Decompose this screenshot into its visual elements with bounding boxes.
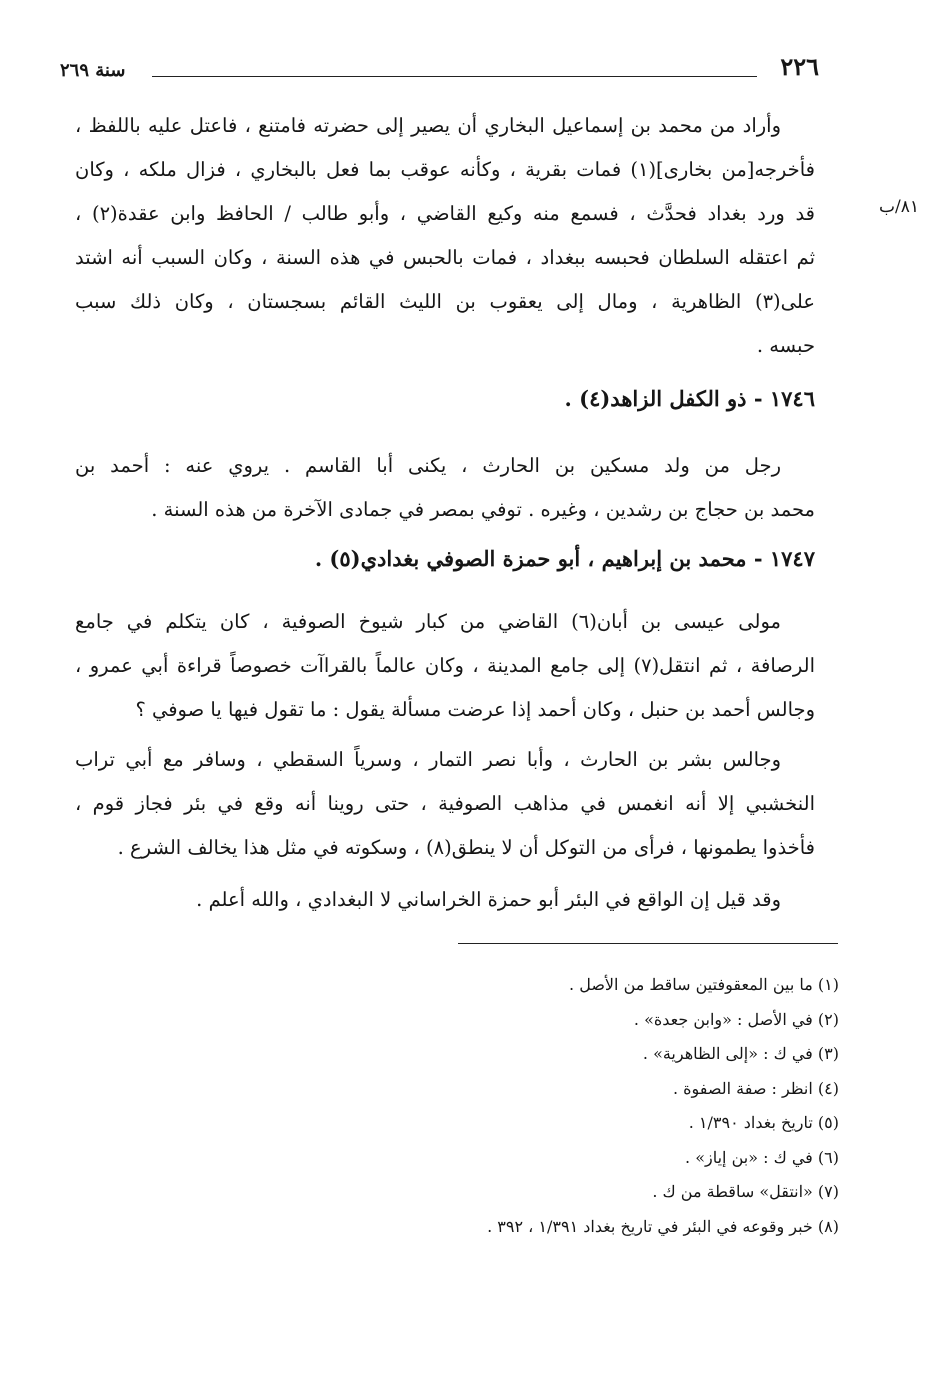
entry-heading-1747: ١٧٤٧ - محمد بن إبراهيم ، أبو حمزة الصوفي بغدادي(٥) .: [314, 546, 815, 571]
footnote-4: (٤) انظر : صفة الصفوة .: [672, 1078, 839, 1098]
text-line: محمد بن حجاج بن رشدين ، وغيره . توفي بمصر في جمادى الآخرة من هذه السنة .: [151, 498, 815, 521]
text-line: وأراد من محمد بن إسماعيل البخاري أن يصير إلى حضرته فامتنع ، فاعتل عليه باللفظ ،: [75, 114, 781, 137]
footnote-8: (٨) خبر وقوعه في البئر في تاريخ بغداد ١/٣٩١ ، ٣٩٢ .: [487, 1216, 839, 1236]
text-line: وقد قيل إن الواقع في البئر أبو حمزة الخراساني لا البغدادي ، والله أعلم .: [196, 888, 781, 911]
footnote-7: (٧) «انتقل» ساقطة من ك .: [652, 1182, 839, 1201]
footnote-1: (١) ما بين المعقوفتين ساقط من الأصل .: [569, 975, 839, 994]
text-line: وجالس بشر بن الحارث ، وأبا نصر التمار ، وسرياً السقطي ، وسافر مع أبي تراب: [75, 748, 781, 771]
text-line: النخشبي إلا أنه انغمس في مذاهب الصوفية ، حتى روينا أنه وقع في بئر فجاز قوم ،: [75, 792, 815, 815]
text-line: مولى عيسى بن أبان(٦) القاضي من كبار شيوخ الصوفية ، كان يتكلم في جامع: [75, 610, 781, 633]
page-number: ٢٢٦: [780, 52, 819, 81]
entry-1747-para-a: [75, 600, 815, 732]
footnote-2: (٢) في الأصل : «وابن جعدة» .: [633, 1009, 839, 1029]
text-line: حبسه .: [756, 334, 815, 357]
footnotes: [199, 968, 839, 1244]
text-line: على(٣) الظاهرية ، ومال إلى يعقوب بن الليث القائم بسجستان ، وكان ذلك سبب: [75, 290, 815, 313]
footnote-6: (٦) في ك : «بن إياز» .: [685, 1147, 839, 1167]
text-line: قد ورد بغداد فحدَّث ، فسمع منه وكيع القاضي ، وأبو طالب / الحافظ وابن عقدة(٢) ،: [75, 202, 815, 225]
running-head: سنة ٢٦٩: [60, 60, 126, 81]
entry-1747-para-c: [75, 878, 815, 922]
page-header: [60, 52, 825, 92]
entry-1746-text: [75, 444, 815, 532]
text-line: فأخذوا يطمونها ، فرأى من التوكل أن لا ينطق(٨) ، وسكوته في مثل هذا يخالف الشرع .: [117, 836, 815, 859]
text-line: الرصافة ، ثم انتقل(٧) إلى جامع المدينة ، وكان عالماً بالقراآت خصوصاً قراءة أبي عمرو ،: [75, 654, 815, 677]
text-line: رجل من ولد مسكين بن الحارث ، يكنى أبا القاسم . يروي عنه : أحمد بن: [75, 454, 781, 477]
footnote-5: (٥) تاريخ بغداد ١/٣٩٠ .: [688, 1113, 839, 1132]
footnote-3: (٣) في ك : «إلى الظاهرية» .: [642, 1044, 839, 1063]
paragraph-1: [75, 104, 815, 368]
footnote-rule: [458, 943, 838, 944]
margin-folio-note: ٨١/ب: [879, 197, 919, 217]
text-line: فأخرجه[من بخارى](١) فمات بقرية ، وكأنه عوقب بما فعل بالبخاري ، فزال ملكه ، وكان: [75, 158, 815, 181]
header-rule: [152, 76, 757, 77]
entry-1747-para-b: [75, 738, 815, 870]
text-line: ثم اعتقله السلطان فحبسه ببغداد ، فمات بالحبس في هذه السنة ، وكان السبب أنه اشتد: [75, 246, 815, 269]
text-line: وجالس أحمد بن حنبل ، وكان أحمد إذا عرضت مسألة يقول : ما تقول فيها يا صوفي ؟: [135, 698, 815, 721]
entry-heading-1746: ١٧٤٦ - ذو الكفل الزاهد(٤) .: [564, 386, 815, 411]
